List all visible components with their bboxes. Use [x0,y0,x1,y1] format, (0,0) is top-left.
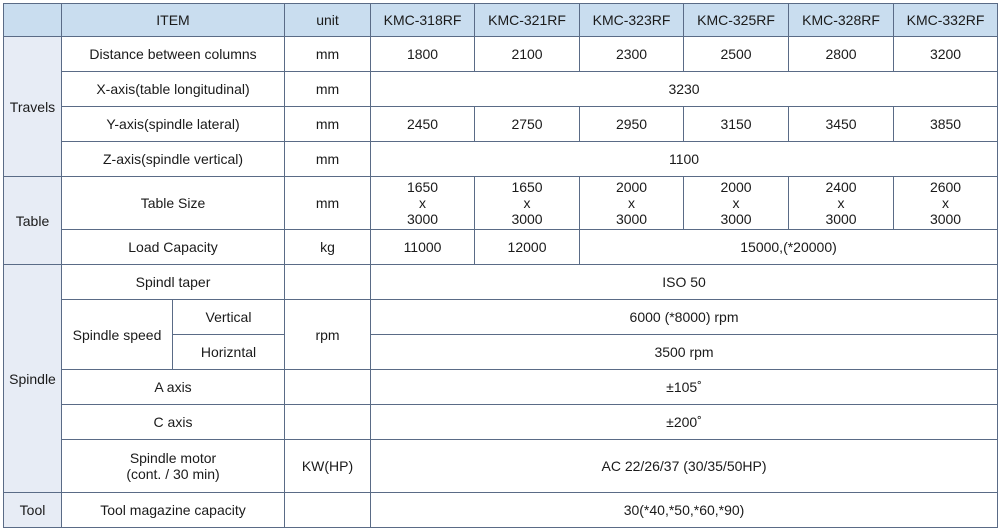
label-speed-vertical: Vertical [173,300,285,335]
row-a-axis [4,370,998,405]
value-spindle-motor: AC 22/26/37 (30/35/50HP) [371,440,998,493]
value-cell: 2750 [475,107,580,142]
group-travels: Travels [4,37,62,177]
unit-load-capacity: kg [285,230,371,265]
value-c-axis: ±200˚ [371,405,998,440]
group-table: Table [4,177,62,265]
row-spindle-motor [4,440,998,493]
row-tool-magazine [4,493,998,528]
value-cell: 2950 [580,107,684,142]
label-tool-magazine: Tool magazine capacity [62,493,285,528]
table-size-cell: 1650 x 3000 [371,177,475,230]
value-a-axis: ±105˚ [371,370,998,405]
unit-y-axis: mm [285,107,371,142]
label-c-axis: C axis [62,405,285,440]
value-cell: 3200 [894,37,998,72]
header-model: KMC-328RF [789,4,894,37]
table-size-cell: 2000 x 3000 [684,177,789,230]
row-table-size [4,177,998,230]
value-cell: 11000 [371,230,475,265]
unit-c-axis [285,405,371,440]
label-spindle-taper: Spindl taper [62,265,285,300]
value-speed-vertical: 6000 (*8000) rpm [371,300,998,335]
value-z-axis: 1100 [371,142,998,177]
group-spindle: Spindle [4,265,62,493]
header-model: KMC-321RF [475,4,580,37]
unit-spindle-speed: rpm [285,300,371,370]
header-model: KMC-318RF [371,4,475,37]
header-model: KMC-323RF [580,4,684,37]
value-cell: 2300 [580,37,684,72]
row-c-axis [4,405,998,440]
unit-distance: mm [285,37,371,72]
label-table-size: Table Size [62,177,285,230]
unit-a-axis [285,370,371,405]
row-spindle-speed-vertical [4,300,998,335]
unit-spindle-taper [285,265,371,300]
table-size-cell: 2600 x 3000 [894,177,998,230]
label-speed-horizontal: Horizntal [173,335,285,370]
unit-z-axis: mm [285,142,371,177]
label-spindle-motor: Spindle motor (cont. / 30 min) [62,440,285,493]
unit-spindle-motor: KW(HP) [285,440,371,493]
value-x-axis: 3230 [371,72,998,107]
header-corner [4,4,62,37]
label-load-capacity: Load Capacity [62,230,285,265]
header-model: KMC-332RF [894,4,998,37]
label-x-axis: X-axis(table longitudinal) [62,72,285,107]
table-size-cell: 2400 x 3000 [789,177,894,230]
label-z-axis: Z-axis(spindle vertical) [62,142,285,177]
value-load-merged: 15000,(*20000) [580,230,998,265]
header-row [4,4,998,37]
value-cell: 12000 [475,230,580,265]
row-distance [4,37,998,72]
table-size-cell: 1650 x 3000 [475,177,580,230]
unit-tool-magazine [285,493,371,528]
value-cell: 2100 [475,37,580,72]
value-cell: 1800 [371,37,475,72]
header-model: KMC-325RF [684,4,789,37]
spec-table [3,3,998,528]
label-a-axis: A axis [62,370,285,405]
label-y-axis: Y-axis(spindle lateral) [62,107,285,142]
row-load-capacity [4,230,998,265]
value-cell: 2450 [371,107,475,142]
value-spindle-taper: ISO 50 [371,265,998,300]
value-cell: 3850 [894,107,998,142]
label-distance: Distance between columns [62,37,285,72]
value-speed-horizontal: 3500 rpm [371,335,998,370]
value-cell: 3450 [789,107,894,142]
unit-table-size: mm [285,177,371,230]
table-size-cell: 2000 x 3000 [580,177,684,230]
header-unit: unit [285,4,371,37]
row-x-axis [4,72,998,107]
row-y-axis [4,107,998,142]
value-cell: 3150 [684,107,789,142]
value-cell: 2500 [684,37,789,72]
unit-x-axis: mm [285,72,371,107]
row-z-axis [4,142,998,177]
row-spindle-taper [4,265,998,300]
group-tool: Tool [4,493,62,528]
label-spindle-speed: Spindle speed [62,300,173,370]
value-tool-magazine: 30(*40,*50,*60,*90) [371,493,998,528]
header-item: ITEM [62,4,285,37]
value-cell: 2800 [789,37,894,72]
